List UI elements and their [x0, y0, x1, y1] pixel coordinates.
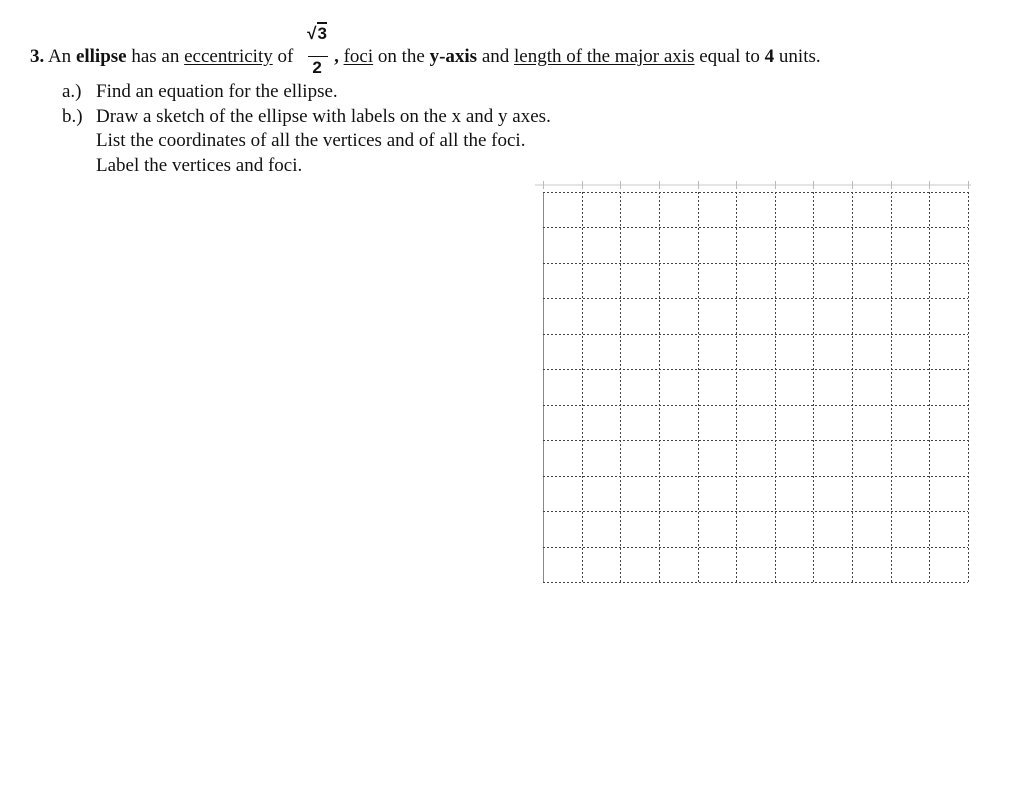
sqrt-symbol: √ [307, 24, 317, 43]
question-text-6: equal to [694, 46, 765, 67]
term-major-axis: length of the major axis [514, 46, 695, 67]
part-b-text: Draw a sketch of the ellipse with labels on the x and y axes. [96, 106, 551, 127]
part-b-line-3 [96, 155, 302, 177]
fraction-numerator [302, 24, 332, 44]
question-line [30, 24, 821, 77]
question-text-3: of [272, 46, 299, 67]
term-y-axis: y-axis [429, 46, 478, 67]
term-eccentricity: eccentricity [184, 46, 273, 67]
question-text-7: units. [774, 46, 821, 67]
question-text-5: and [477, 46, 515, 67]
part-b-text-2: List the coordinates of all the vertices and of all the foci. [96, 130, 526, 151]
comma: , [334, 46, 344, 67]
fraction-denominator: 2 [312, 58, 322, 77]
part-b-line-2 [96, 130, 525, 152]
part-b [62, 106, 551, 128]
part-a-text: Find an equation for the ellipse. [96, 81, 338, 102]
question-text-4: on the [373, 46, 430, 67]
part-a-label: a.) [62, 81, 82, 102]
fraction-bar [308, 56, 328, 57]
term-foci: foci [343, 46, 374, 67]
term-ellipse: ellipse [75, 46, 127, 67]
part-b-label: b.) [62, 106, 83, 127]
part-a [62, 81, 338, 103]
graph-grid [535, 180, 975, 590]
question-text-2: has an [126, 46, 185, 67]
radicand: 3 [317, 24, 327, 43]
question-text-1: An [44, 46, 76, 67]
part-b-text-3: Label the vertices and foci. [96, 155, 303, 176]
eccentricity-fraction [302, 24, 332, 77]
value-four: 4 [764, 46, 775, 67]
question-number: 3. [30, 46, 45, 67]
